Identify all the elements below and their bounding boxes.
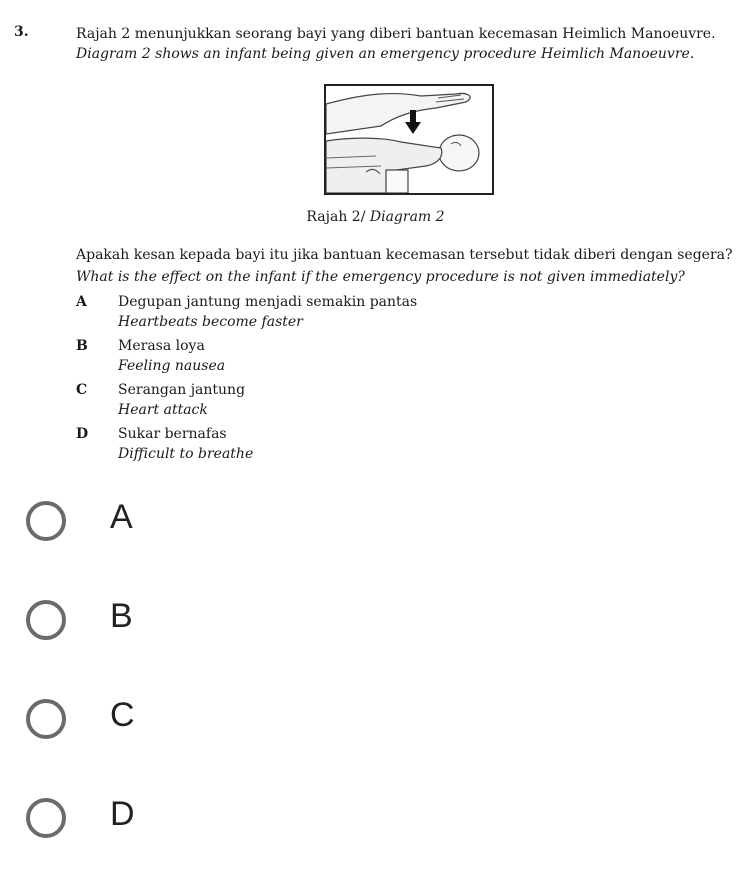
option-list: [76, 294, 676, 470]
radio-button-c[interactable]: [26, 699, 66, 739]
answer-label-d[interactable]: D: [110, 795, 135, 833]
answer-label-b[interactable]: B: [110, 597, 133, 635]
caption-malay: Rajah 2/: [306, 209, 366, 225]
option-letter: A: [76, 294, 87, 310]
option-letter: B: [76, 338, 88, 354]
option-letter: D: [76, 426, 89, 442]
answer-label-c[interactable]: C: [110, 696, 135, 734]
option-text-malay: Sukar bernafas: [118, 426, 227, 442]
answer-choice-b[interactable]: [26, 579, 326, 678]
answer-label-a[interactable]: A: [110, 498, 133, 536]
answer-choice-d[interactable]: [26, 777, 326, 876]
option-text-english: Feeling nausea: [118, 358, 226, 374]
answer-choice-c[interactable]: [26, 678, 326, 777]
heimlich-diagram-image: [324, 84, 494, 195]
option-text-malay: Merasa loya: [118, 338, 205, 354]
option-text-english: Difficult to breathe: [118, 446, 254, 462]
figure-caption: [0, 209, 751, 225]
prompt-english: What is the effect on the infant if the emergency procedure is not given immediately?: [76, 269, 685, 285]
radio-button-b[interactable]: [26, 600, 66, 640]
radio-button-a[interactable]: [26, 501, 66, 541]
option-c: [76, 382, 676, 426]
radio-button-d[interactable]: [26, 798, 66, 838]
option-b: [76, 338, 676, 382]
prompt-malay: Apakah kesan kepada bayi itu jika bantuan kecemasan tersebut tidak diberi dengan segera?: [76, 247, 733, 263]
option-letter: C: [76, 382, 88, 398]
question-number: 3.: [14, 24, 29, 40]
question-text-malay: Rajah 2 menunjukkan seorang bayi yang diberi bantuan kecemasan Heimlich Manoeuvre.: [76, 26, 716, 42]
question-stem: [76, 24, 736, 64]
option-text-english: Heart attack: [118, 402, 208, 418]
option-d: [76, 426, 676, 470]
option-text-malay: Serangan jantung: [118, 382, 246, 398]
option-text-english: Heartbeats become faster: [118, 314, 303, 330]
question-text-english: Diagram 2 shows an infant being given an emergency procedure Heimlich Manoeuvre.: [76, 46, 695, 62]
heimlich-illustration: [326, 86, 492, 193]
answer-choice-a[interactable]: [26, 480, 326, 579]
question-prompt: [76, 244, 746, 288]
answer-choices: [26, 480, 326, 876]
caption-english: Diagram 2: [369, 209, 445, 225]
option-text-malay: Degupan jantung menjadi semakin pantas: [118, 294, 418, 310]
option-a: [76, 294, 676, 338]
